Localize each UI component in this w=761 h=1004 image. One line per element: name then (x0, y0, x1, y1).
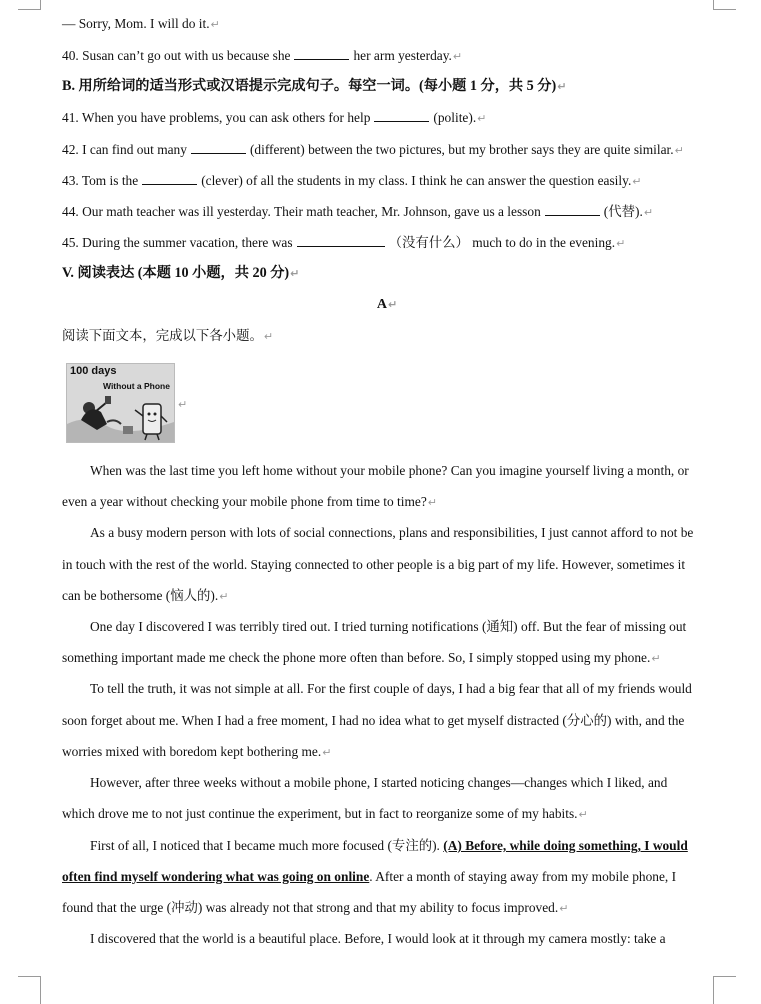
phone-cartoon-icon (67, 364, 174, 442)
return-mark-icon: ↵ (578, 808, 588, 821)
question-43: 43. Tom is the (clever) of all the students in my class. I think he can answer the question easily.↵ (62, 173, 642, 188)
question-45: 45. During the summer vacation, there was （没有什么） much to do in the evening.↵ (62, 235, 626, 250)
paragraph-2-line-3: can be bothersome (恼人的).↵ (62, 588, 229, 603)
paragraph-7-line-1: I discovered that the world is a beautiful place. Before, I would look at it through my camera mostly: take a (90, 931, 666, 946)
paragraph-4-line-1: To tell the truth, it was not simple at all. For the first couple of days, I had a big fear that all of my friends would (90, 681, 692, 696)
return-mark-icon: ↵ (616, 237, 626, 250)
return-mark-icon: ↵ (322, 746, 332, 759)
return-mark-icon: ↵ (452, 50, 463, 63)
part-a-title: A↵ (376, 297, 398, 312)
paragraph-4-line-3: worries mixed with boredom kept bothering me.↵ (62, 744, 332, 759)
answer-blank[interactable] (545, 203, 600, 216)
paragraph-3-line-2: something important made me check the phone more often than before. So, I simply stopped using my phone.↵ (62, 650, 661, 665)
return-mark-icon: ↵ (290, 267, 300, 280)
question-40: 40. Susan can’t go out with us because she her arm yesterday.↵ (62, 48, 463, 63)
return-mark-icon: ↵ (477, 112, 487, 125)
crop-mark (713, 9, 736, 10)
paragraph-6-line-3: found that the urge (冲动) was already not that strong and that my ability to focus improved.↵ (62, 900, 569, 915)
crop-mark (713, 976, 714, 1004)
answer-blank[interactable] (294, 47, 349, 60)
illustration-title: 100 days (70, 365, 117, 377)
illustration-subtitle: Without a Phone (103, 381, 170, 391)
paragraph-2-line-2: in touch with the rest of the world. Staying connected to other people is a big part of my life. However, sometimes it (62, 557, 686, 572)
article-illustration (66, 363, 175, 443)
instruction: 阅读下面文本，完成以下各小题。↵ (62, 328, 274, 343)
paragraph-6-line-2: often find myself wondering what was going on online. After a month of staying away from my mobile phone, I (62, 869, 677, 884)
crop-mark (40, 976, 41, 1004)
paragraph-1-line-1: When was the last time you left home without your mobile phone? Can you imagine yourself living a month, or (90, 463, 689, 478)
return-mark-icon: ↵ (559, 902, 569, 915)
crop-mark (40, 0, 41, 9)
answer-blank[interactable] (142, 172, 197, 185)
paragraph-4-line-2: soon forget about me. When I had a free moment, I had no idea what to get myself distracted (分心的) with, and the (62, 713, 685, 728)
section-b-heading: B. 用所给词的适当形式或汉语提示完成句子。每空一词。(每小题 1 分，共 5 分)↵ (62, 78, 567, 94)
image-return-mark (177, 396, 187, 413)
return-mark-icon: ↵ (651, 652, 661, 665)
return-mark-icon: ↵ (557, 80, 567, 93)
question-44: 44. Our math teacher was ill yesterday. Their math teacher, Mr. Johnson, gave us a lesson (代替).↵ (62, 204, 654, 219)
underlined-sentence-a: (A) Before, while doing something, I would (443, 838, 688, 853)
return-mark-icon: ↵ (632, 175, 642, 188)
return-mark-icon: ↵ (210, 18, 220, 31)
return-mark-icon: ↵ (643, 206, 654, 219)
paragraph-1-line-2: even a year without checking your mobile phone from time to time?↵ (62, 494, 438, 509)
paragraph-5-line-1: However, after three weeks without a mobile phone, I started noticing changes—changes which I liked, and (90, 775, 668, 790)
return-mark-icon: ↵ (387, 298, 398, 311)
question-41: 41. When you have problems, you can ask others for help (polite).↵ (62, 110, 487, 125)
crop-mark (18, 976, 41, 977)
crop-mark (713, 976, 736, 977)
paragraph-3-line-1: One day I discovered I was terribly tired out. I tried turning notifications (通知) off. But the fear of missing out (90, 619, 687, 634)
answer-blank[interactable] (374, 109, 429, 122)
answer-blank[interactable] (297, 234, 385, 247)
section-v-heading: V. 阅读表达 (本题 10 小题，共 20 分)↵ (62, 265, 300, 281)
crop-mark (713, 0, 714, 9)
return-mark-icon: ↵ (427, 496, 438, 509)
crop-mark (18, 9, 41, 10)
underlined-sentence-a-cont: often find myself wondering what was going on online (62, 869, 370, 884)
return-mark-icon: ↵ (219, 590, 229, 603)
return-mark-icon: ↵ (674, 144, 684, 157)
dialogue-line: — Sorry, Mom. I will do it.↵ (62, 16, 220, 31)
return-mark-icon: ↵ (178, 398, 188, 411)
paragraph-2-line-1: As a busy modern person with lots of social connections, plans and responsibilities, I just cannot afford to not be (90, 525, 694, 540)
paragraph-6-line-1: First of all, I noticed that I became much more focused (专注的). (A) Before, while doing something, I would (90, 838, 688, 853)
question-42: 42. I can find out many (different) between the two pictures, but my brother says they are quite similar.↵ (62, 142, 684, 157)
answer-blank[interactable] (191, 141, 246, 154)
paragraph-5-line-2: which drove me to not just continue the experiment, but in fact to reorganize some of my habits.↵ (62, 806, 588, 821)
return-mark-icon: ↵ (263, 330, 274, 343)
